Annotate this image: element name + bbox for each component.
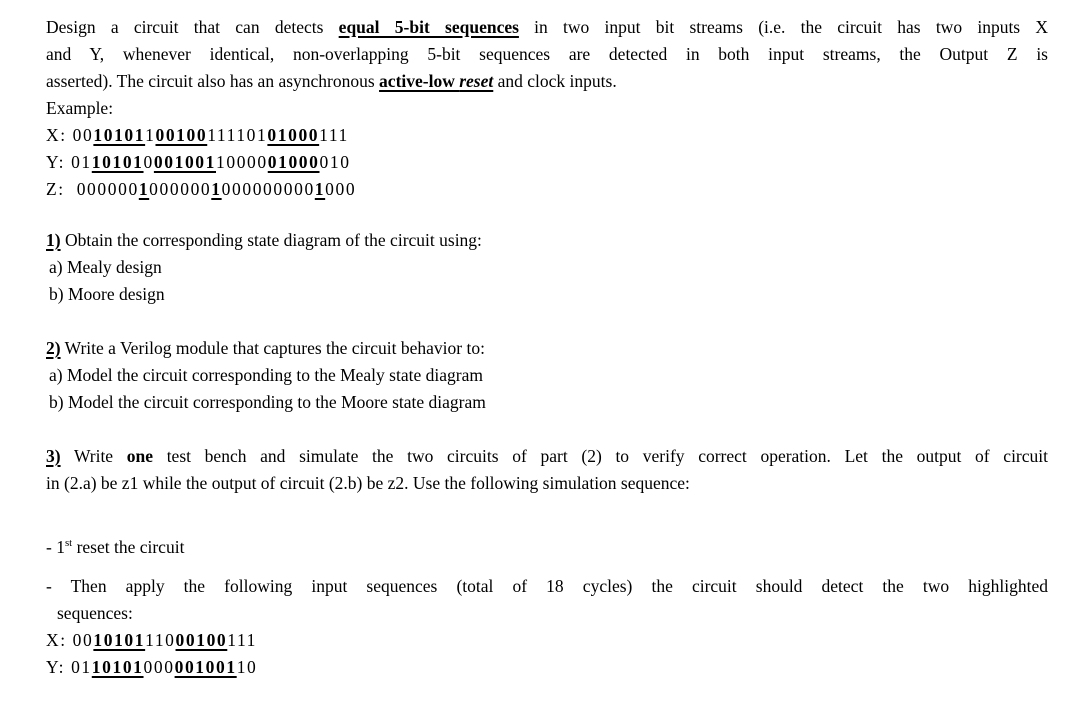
sim-step-1 [46,534,1048,561]
text-segment: 1 [145,125,156,145]
task1-option-a: a) Mealy design [49,257,162,277]
text-segment: 1 [211,179,222,199]
text-segment: 1 [138,179,150,199]
text-segment: 1) [46,230,61,250]
text-segment: 01000 [267,152,320,172]
example-y-stream [46,149,1048,176]
text-segment: X: 00 [46,125,94,145]
text-segment: 01000 [267,125,320,145]
text-segment: 1 [314,179,326,199]
task2-option-a: a) Model the circuit corresponding to the Mealy state diagram [49,365,483,385]
spacer [46,497,1048,534]
text-segment: 10 [236,657,258,677]
text-segment: sequences: [57,603,133,623]
text-segment: 00100 [155,125,208,145]
text-segment: - Then apply the following input sequences (total of 18 cycles) the circuit should detect the two highlighted [46,576,1048,596]
text-segment: 3) [46,446,61,466]
text-segment: Write [60,446,127,466]
text-segment: 10101 [91,152,144,172]
spacer [46,561,1048,573]
text-segment: 010 [319,152,351,172]
example-label: Example: [46,98,114,118]
text-segment: reset [459,71,494,91]
text-segment: Y: 01 [46,152,92,172]
spacer [46,416,1048,443]
spacer [46,308,1048,335]
text-segment: 000000000 [221,179,315,199]
intro-line-2 [46,41,1048,68]
text-segment: st [64,537,73,550]
text-segment: Y: 01 [46,657,92,677]
sim-step-2-line-1 [46,573,1048,600]
task3-paragraph [46,443,1048,497]
text-segment: in (2.a) be z1 while the output of circuit (2.b) be z2. Use the following simulation sequence: [46,473,690,493]
text-segment: 001001 [153,152,216,172]
example-z-stream [46,176,1048,203]
text-segment: Z: 000000 [46,179,139,199]
text-segment: Obtain the corresponding state diagram of the circuit using: [60,230,482,250]
text-segment: - 1 [46,537,65,557]
text-segment: 10101 [93,125,146,145]
text-segment: in two input bit streams (i.e. the circuit has two inputs X [518,17,1049,37]
text-segment: 111 [319,125,349,145]
text-segment: 000 [143,657,175,677]
text-segment: Design a circuit that can detects [46,17,339,37]
text-segment: one [126,446,154,466]
text-segment: 0 [143,152,154,172]
task2-option-b: b) Model the circuit corresponding to the Moore state diagram [49,392,486,412]
task1-option-b: b) Moore design [49,284,165,304]
text-segment: asserted). The circuit also has an asynchronous [46,71,380,91]
text-segment: 000000 [149,179,212,199]
text-segment: and clock inputs. [493,71,617,91]
task3-line-2 [46,470,1048,497]
text-segment: reset the circuit [72,537,185,557]
task2-header [46,335,1048,362]
text-segment: 110 [145,630,176,650]
text-segment: 2) [46,338,61,358]
text-segment: active-low [379,71,460,91]
task1-section [46,227,1048,308]
example-x-stream [46,122,1048,149]
text-segment: 111 [227,630,258,650]
text-segment: 00100 [175,630,228,650]
intro-line-1 [46,14,1048,41]
spacer [46,203,1048,227]
text-segment: X: 00 [46,630,94,650]
intro-line-3 [46,68,1048,95]
task1-header [46,227,1048,254]
intro-paragraph [46,14,1048,95]
sim-y-stream [46,654,1048,681]
sim-step-2-line-2 [46,600,1048,627]
sim-x-stream [46,627,1048,654]
sim-step-2 [46,573,1048,627]
task2-section [46,335,1048,416]
text-segment: test bench and simulate the two circuits of part (2) to verify correct operation. Let the output of circuit [153,446,1048,466]
text-segment: 10000 [216,152,268,172]
text-segment: and Y, whenever identical, non-overlapping 5-bit sequences are detected in both input streams, the Output Z is [46,44,1048,64]
text-segment: equal 5-bit sequences [338,17,519,37]
text-segment: 000 [325,179,357,199]
text-segment: 10101 [91,657,144,677]
text-segment: 10101 [93,630,146,650]
text-segment: 111101 [207,125,268,145]
task3-line-1 [46,443,1048,470]
text-segment: 001001 [174,657,237,677]
text-segment: Write a Verilog module that captures the circuit behavior to: [60,338,485,358]
